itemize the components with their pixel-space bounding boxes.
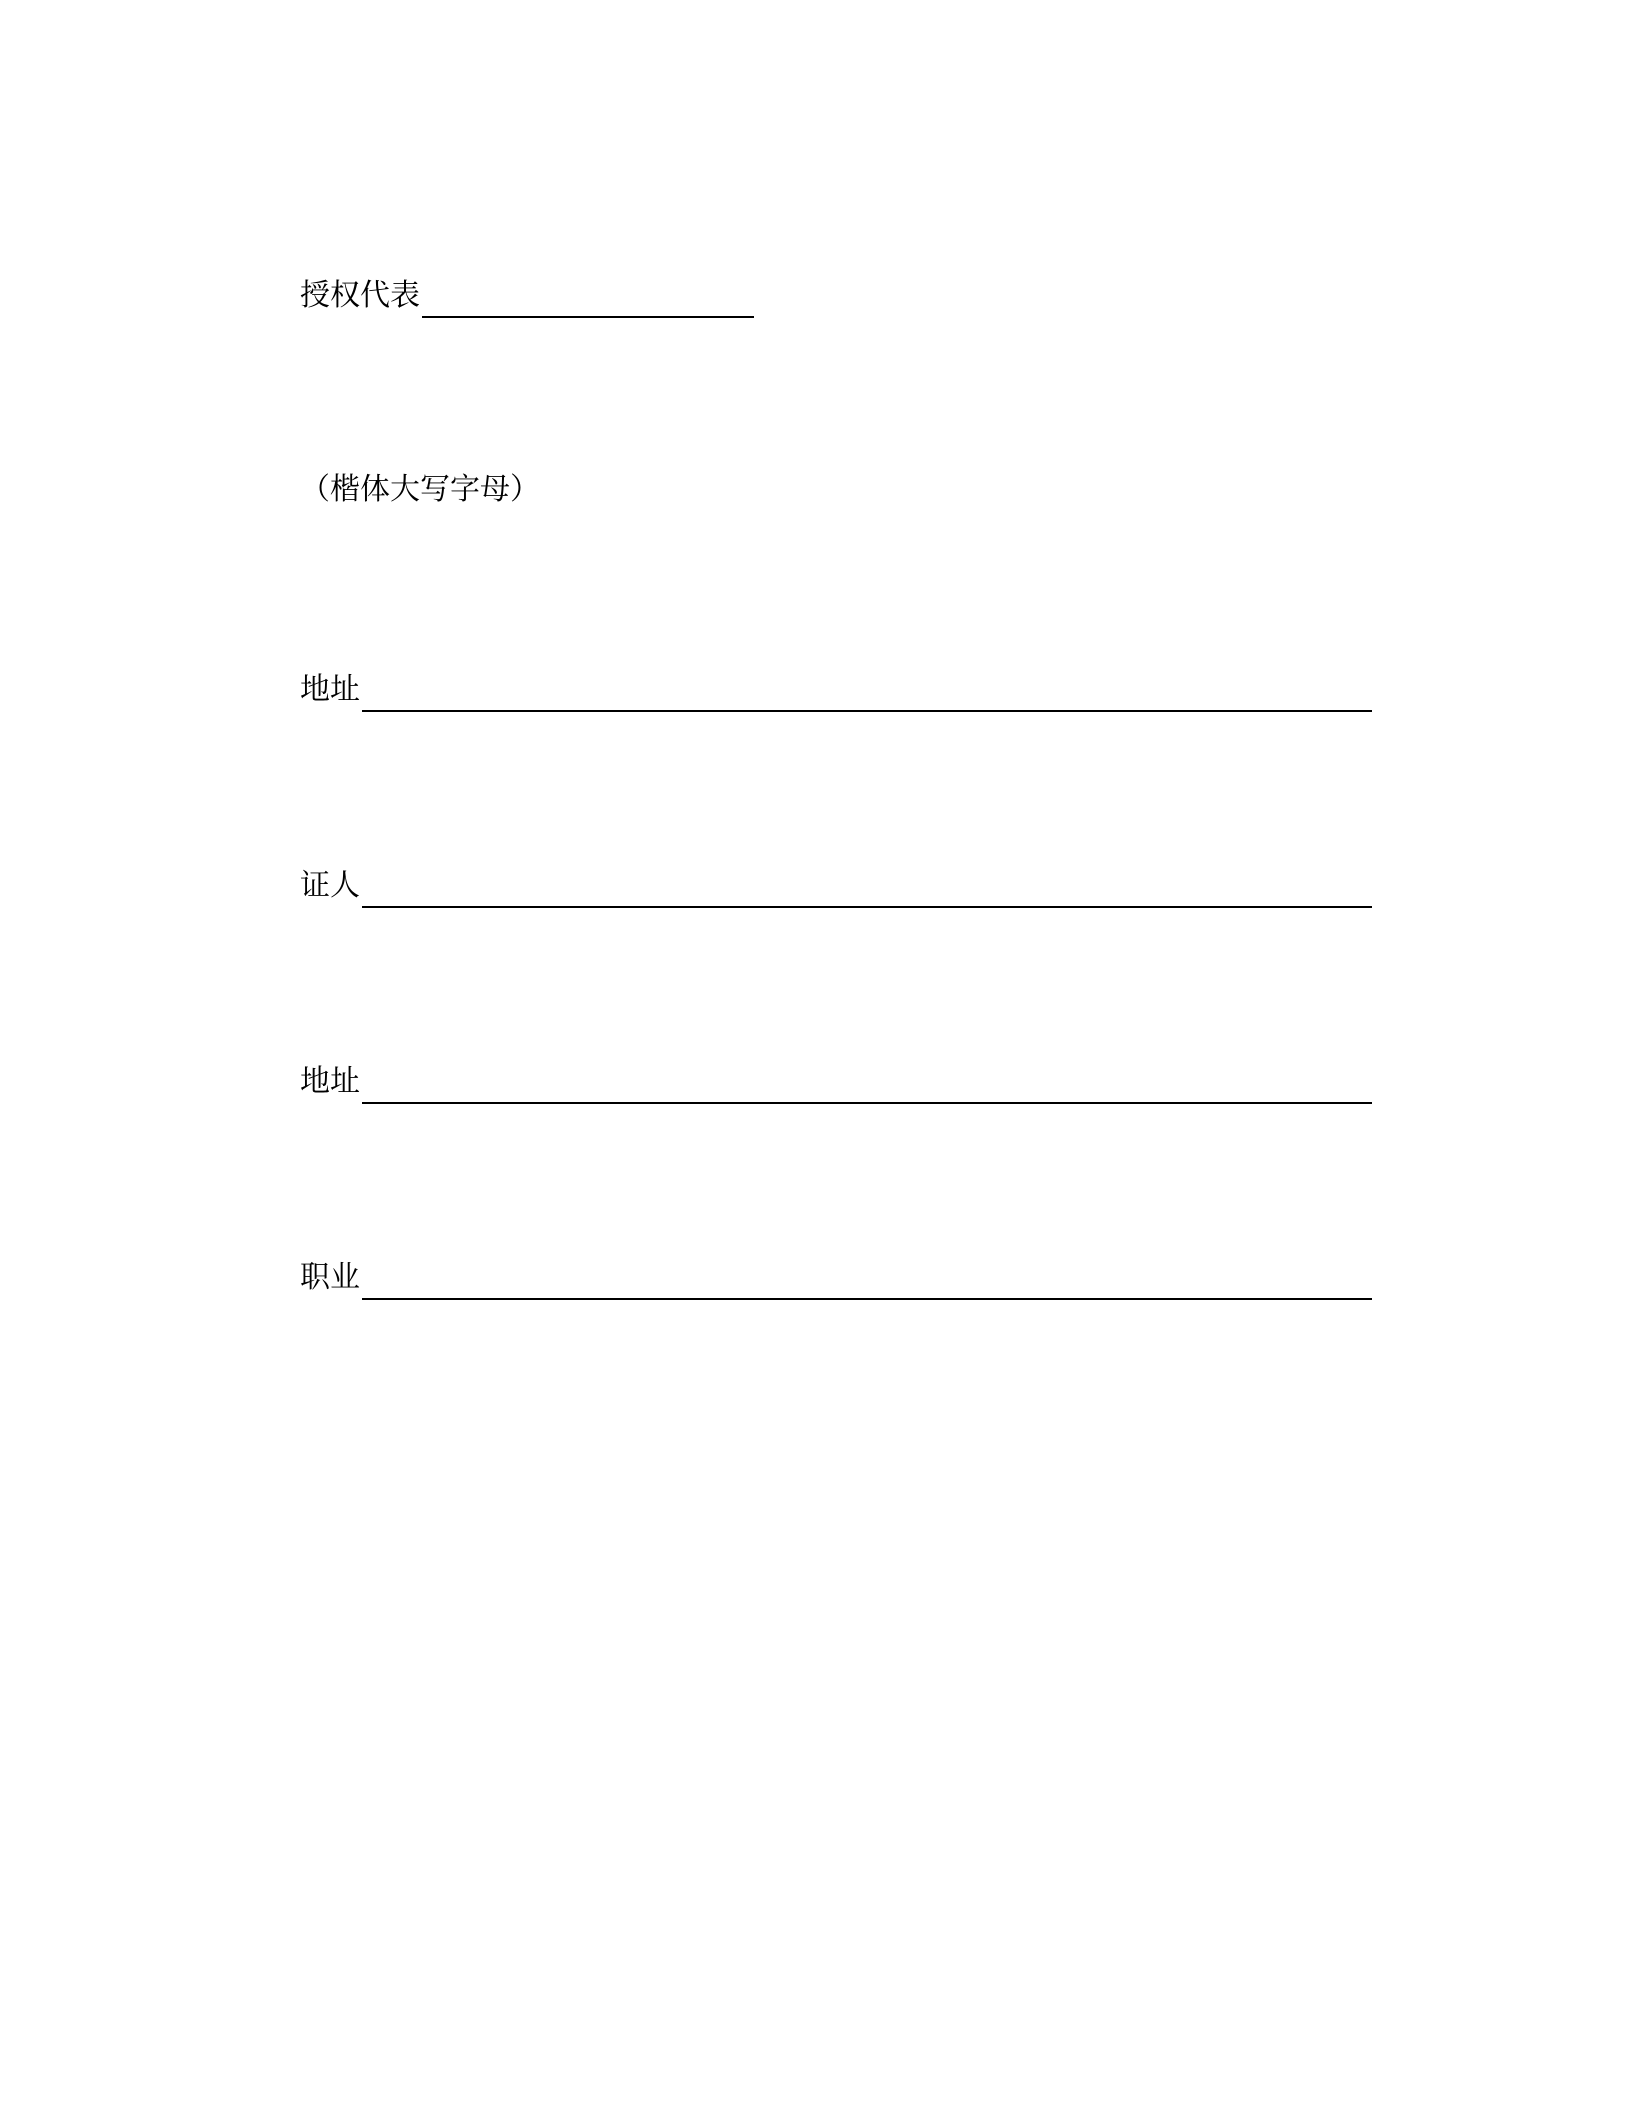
address-field-2: [300, 1056, 1372, 1104]
occupation-label: 职业: [300, 1260, 360, 1295]
authorized-representative-label: 授权代表: [300, 278, 420, 313]
occupation-line[interactable]: [362, 1298, 1372, 1300]
address-label-1: 地址: [300, 672, 360, 707]
block-capitals-note: （楷体大写字母）: [300, 472, 540, 507]
occupation-field: [300, 1252, 1372, 1300]
witness-line[interactable]: [362, 906, 1372, 908]
address-label-2: 地址: [300, 1064, 360, 1099]
address-line-1[interactable]: [362, 710, 1372, 712]
address-field-1: [300, 664, 1372, 712]
witness-label: 证人: [300, 868, 360, 903]
authorized-representative-field: [300, 270, 754, 318]
witness-field: [300, 860, 1372, 908]
address-line-2[interactable]: [362, 1102, 1372, 1104]
authorized-representative-line[interactable]: [422, 316, 754, 318]
